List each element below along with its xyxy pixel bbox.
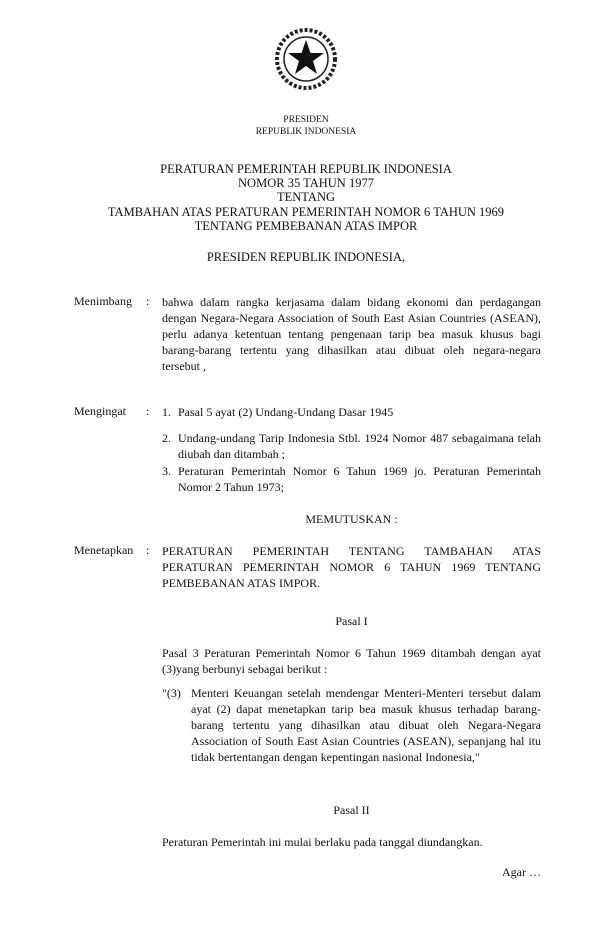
president-heading: PRESIDEN REPUBLIK INDONESIA, bbox=[206, 250, 406, 264]
item-text: Undang-undang Tarip Indonesia Stbl. 1924 Nomor 487 sebagaimana telah diubah dan ditambah ; bbox=[178, 431, 541, 461]
quote-number: "(3) bbox=[162, 686, 181, 700]
quote-text: Menteri Keuangan setelah mendengar Menteri-Menteri tersebut dalam ayat (2) dapat menetapkan tarip bea masuk khusus terhadap barang-barang tertentu yang dihasilkan atau dibuat oleh Negara-Negara Association of South East Asian Countries (ASEAN), sepanjang hal itu tidak bertentangan dengan kepentingan nasional Indonesia," bbox=[191, 686, 541, 764]
doc-subject-2: TENTANG PEMBEBANAN ATAS IMPOR bbox=[194, 219, 418, 233]
mengingat-colon: : bbox=[146, 404, 150, 418]
memutuskan-heading: MEMUTUSKAN : bbox=[305, 512, 398, 526]
item-number: 3. bbox=[162, 464, 171, 478]
header-presiden: PRESIDEN bbox=[283, 115, 329, 125]
mengingat-item bbox=[162, 463, 541, 495]
pasal-2-text: Peraturan Pemerintah ini mulai berlaku pada tanggal diundangkan. bbox=[162, 835, 483, 849]
item-text: Pasal 5 ayat (2) Undang-Undang Dasar 1945 bbox=[178, 405, 394, 419]
continuation-marker: Agar … bbox=[502, 865, 541, 879]
pasal-1-text: Pasal 3 Peraturan Pemerintah Nomor 6 Tahun 1969 ditambah dengan ayat (3)yang berbunyi sebagai berikut : bbox=[162, 646, 541, 676]
mengingat-item bbox=[162, 430, 541, 462]
menetapkan-label: Menetapkan bbox=[74, 543, 134, 557]
item-number: 1. bbox=[162, 405, 171, 419]
garuda-emblem-icon bbox=[272, 26, 340, 92]
menimbang-colon: : bbox=[146, 294, 150, 308]
menimbang-text: bahwa dalam rangka kerjasama dalam bidang ekonomi dan perdagangan dengan Negara-Negara Association of South East Asian Countries (ASEAN), perlu adanya ketentuan tentang pengenaan tarip bea masuk khusus bagi barang-barang tertentu yang dihasilkan atau dibuat oleh negara-negara tersebut , bbox=[162, 295, 541, 373]
item-text: Peraturan Pemerintah Nomor 6 Tahun 1969 jo. Peraturan Pemerintah Nomor 2 Tahun 1973; bbox=[178, 464, 541, 494]
doc-tentang: TENTANG bbox=[276, 190, 335, 204]
item-number: 2. bbox=[162, 431, 171, 445]
menetapkan-colon: : bbox=[146, 543, 150, 557]
header-republik: REPUBLIK INDONESIA bbox=[255, 127, 357, 137]
doc-subject: TAMBAHAN ATAS PERATURAN PEMERINTAH NOMOR 6 TAHUN 1969 bbox=[107, 205, 505, 219]
menimbang-label: Menimbang bbox=[74, 294, 132, 308]
mengingat-item bbox=[162, 404, 541, 420]
doc-title: PERATURAN PEMERINTAH REPUBLIK INDONESIA bbox=[160, 162, 452, 176]
menetapkan-text: PERATURAN PEMERINTAH TENTANG TAMBAHAN ATAS PERATURAN PEMERINTAH NOMOR 6 TAHUN 1969 TENTANG PEMBEBANAN ATAS IMPOR. bbox=[162, 544, 541, 590]
pasal-1-heading: Pasal I bbox=[335, 614, 368, 628]
doc-number: NOMOR 35 TAHUN 1977 bbox=[238, 176, 374, 190]
pasal-2-heading: Pasal II bbox=[333, 803, 370, 817]
mengingat-label: Mengingat bbox=[74, 404, 126, 418]
pasal-1-quote bbox=[162, 685, 541, 765]
